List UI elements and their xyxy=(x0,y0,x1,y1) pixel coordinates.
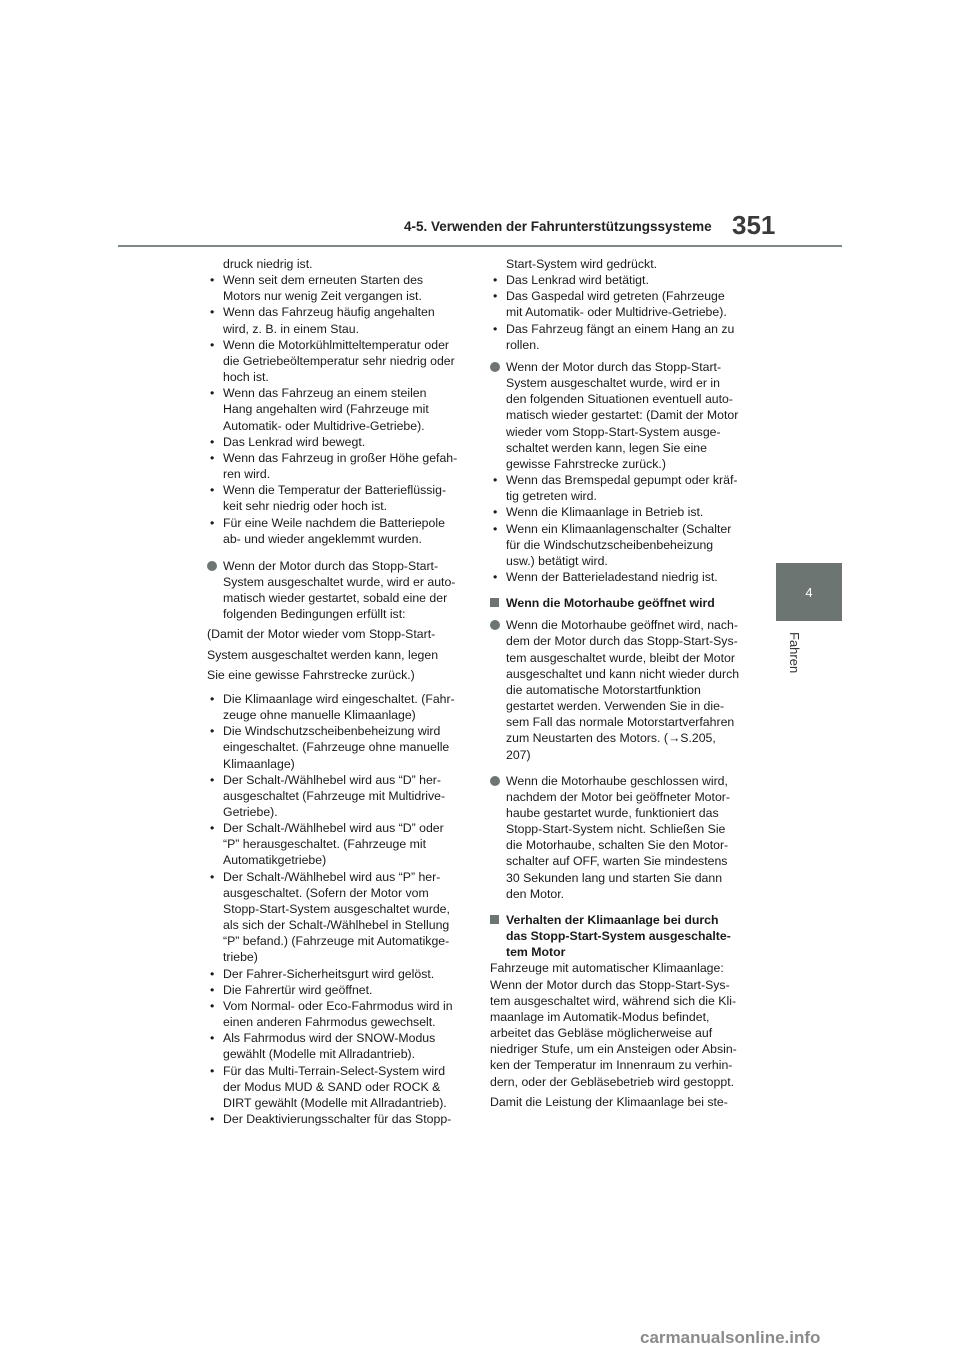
note-block xyxy=(490,617,752,762)
chapter-tab[interactable]: 4 xyxy=(776,563,842,621)
paragraph xyxy=(490,1094,752,1110)
text-line: ren wird. xyxy=(223,467,271,482)
text-line: Vom Normal- oder Eco-Fahrmodus wird in xyxy=(223,998,453,1013)
text-line: gewisse Fahrstrecke zurück.) xyxy=(506,456,666,471)
text-line: schaltet werden kann, legen Sie eine xyxy=(506,440,707,455)
circle-bullet-icon xyxy=(490,362,500,372)
text-line: den folgenden Situationen eventuell auto- xyxy=(506,392,733,407)
note-item xyxy=(207,558,469,623)
text-line: den Motor. xyxy=(506,886,565,901)
text-line: dern, oder der Gebläsebetrieb wird gestoppt. xyxy=(490,1074,735,1089)
text-line: usw.) betätigt wird. xyxy=(506,553,608,568)
text-line: Wenn die Temperatur der Batterieflüssig- xyxy=(223,483,447,498)
text-line: nachdem der Motor bei geöffneter Motor- xyxy=(506,789,730,804)
paren-note xyxy=(207,626,469,682)
text-line: Wenn die Motorhaube geöffnet wird, nach- xyxy=(506,618,738,633)
text-line: tem ausgeschaltet wurde, bleibt der Motor xyxy=(506,650,735,665)
subheading xyxy=(490,912,752,960)
text-line: 30 Sekunden lang und starten Sie dann xyxy=(506,870,723,885)
bullet-marker: • xyxy=(493,569,498,584)
text-line: Verhalten der Klimaanlage bei durch xyxy=(506,912,719,927)
text-line: tig getreten wird. xyxy=(506,489,597,504)
text-line: Wenn das Fahrzeug an einem steilen xyxy=(223,386,427,401)
bullet-marker: • xyxy=(210,386,215,401)
text-line: Wenn die Motorhaube geschlossen wird, xyxy=(506,773,728,788)
bullet-marker: • xyxy=(210,966,215,981)
bullet-item xyxy=(207,691,469,723)
left-column xyxy=(207,256,469,1127)
text-line: haube gestartet wurde, funktioniert das xyxy=(506,806,719,820)
text-line: Getriebe). xyxy=(223,805,278,819)
bullet-marker: • xyxy=(210,998,215,1013)
bullet-marker: • xyxy=(493,505,498,520)
text-line: Wenn der Motor durch das Stopp-Start-Sys- xyxy=(490,977,730,992)
text-line: Wenn das Fahrzeug häufig angehalten xyxy=(223,305,435,320)
bullet-item xyxy=(207,982,469,998)
heading-text xyxy=(490,595,752,611)
text-line: Das Lenkrad wird betätigt. xyxy=(506,273,649,288)
bullet-item xyxy=(207,723,469,771)
text-line: Automatik- oder Multidrive-Getriebe). xyxy=(223,418,425,433)
text-line: Wenn die Motorkühlmitteltemperatur oder xyxy=(223,337,450,352)
text-line: dem der Motor durch das Stopp-Start-Sys- xyxy=(506,634,738,649)
header-rule xyxy=(118,245,842,247)
bullet-marker: • xyxy=(210,1063,215,1078)
continued-line: Start-System wird gedrückt. xyxy=(506,257,658,271)
text-line: Der Deaktivierungsschalter für das Stopp- xyxy=(223,1111,452,1126)
text-line: das Stopp-Start-System ausgeschalte- xyxy=(506,929,731,944)
note-block xyxy=(490,359,752,472)
text-line: Das Gaspedal wird getreten (Fahrzeuge xyxy=(506,289,725,304)
bullet-marker: • xyxy=(210,982,215,997)
bullet-item xyxy=(207,869,469,966)
text-line: Der Schalt-/Wählhebel wird aus “P” her- xyxy=(223,869,441,884)
bullet-item xyxy=(207,515,469,547)
text-line: eingeschaltet. (Fahrzeuge ohne manuelle xyxy=(223,740,450,755)
continued-line: druck niedrig ist. xyxy=(223,257,313,271)
text-line: als sich der Schalt-/Wählhebel in Stellung xyxy=(223,918,450,933)
text-line: folgenden Bedingungen erfüllt ist: xyxy=(223,607,406,622)
text-line: gestartet werden. Verwenden Sie in die- xyxy=(506,699,725,714)
bullet-marker: • xyxy=(210,821,215,836)
bullet-item xyxy=(490,472,752,504)
text-line: Für das Multi-Terrain-Select-System wird xyxy=(223,1063,446,1078)
bullet-list xyxy=(207,691,469,1127)
text-line: Die Windschutzscheibenbeheizung wird xyxy=(223,724,441,739)
bullet-item xyxy=(207,1111,469,1127)
bullet-marker: • xyxy=(210,691,215,706)
chapter-label: Fahren xyxy=(787,632,802,674)
paragraph xyxy=(490,960,752,1089)
text-line: matisch wieder gestartet: (Damit der Motor xyxy=(506,408,739,423)
text-line: Stopp-Start-System nicht. Schließen Sie xyxy=(506,822,726,837)
text-line: Als Fahrmodus wird der SNOW-Modus xyxy=(223,1031,436,1046)
text-line: ausgeschaltet und kann nicht wieder durch xyxy=(506,666,740,681)
text-line: hoch ist. xyxy=(223,370,269,385)
text-line: Das Fahrzeug fängt an einem Hang an zu xyxy=(506,321,735,336)
bullet-marker: • xyxy=(210,273,215,288)
bullet-item xyxy=(490,504,752,520)
bullet-item xyxy=(490,521,752,569)
text-line: Die Fahrertür wird geöffnet. xyxy=(223,982,373,997)
text-line: Wenn das Bremspedal gepumpt oder kräf- xyxy=(506,473,738,488)
text-line: Der Schalt-/Wählhebel wird aus “D” her- xyxy=(223,772,441,787)
bullet-marker: • xyxy=(210,1031,215,1046)
bullet-item xyxy=(207,337,469,385)
bullet-marker: • xyxy=(210,337,215,352)
text-line: die automatische Motorstartfunktion xyxy=(506,682,701,697)
watermark: carmanualsonline.info xyxy=(640,1328,821,1347)
text-line: Wenn ein Klimaanlagenschalter (Schalter xyxy=(506,521,732,536)
bullet-item xyxy=(207,434,469,450)
text-line: wieder vom Stopp-Start-System ausge- xyxy=(506,424,721,439)
bullet-item xyxy=(490,272,752,288)
text-line: Sie eine gewisse Fahrstrecke zurück.) xyxy=(207,667,415,682)
text-line: Für eine Weile nachdem die Batteriepole xyxy=(223,515,445,530)
text-line: Wenn seit dem erneuten Starten des xyxy=(223,273,424,288)
heading-text xyxy=(490,912,752,960)
text-line: Die Klimaanlage wird eingeschaltet. (Fahr- xyxy=(223,691,455,706)
text-line: tem Motor xyxy=(506,945,566,960)
text-line: der Modus MUD & SAND oder ROCK & xyxy=(223,1079,441,1094)
bullet-marker: • xyxy=(210,772,215,787)
bullet-item xyxy=(207,1063,469,1111)
section-title: 4-5. Verwenden der Fahrunterstützungssysteme xyxy=(404,219,712,234)
bullet-item xyxy=(207,304,469,336)
text-line: “P” befand.) (Fahrzeuge mit Automatikge- xyxy=(223,934,450,949)
text-line: Fahrzeuge mit automatischer Klimaanlage: xyxy=(490,961,724,976)
text-line: mit Automatik- oder Multidrive-Getriebe). xyxy=(506,305,727,320)
text-line: zum Neustarten des Motors. (→S.205, xyxy=(506,731,716,746)
text-line: sem Fall das normale Motorstartverfahren xyxy=(506,715,735,730)
text-line: ausgeschaltet. (Sofern der Motor vom xyxy=(223,885,429,900)
right-column xyxy=(490,256,752,1110)
text-line: Wenn das Fahrzeug in großer Höhe gefah- xyxy=(223,450,458,465)
text-line: Klimaanlage) xyxy=(223,756,295,771)
bullet-item xyxy=(207,998,469,1030)
bullet-list xyxy=(207,272,469,547)
subheading xyxy=(490,595,752,611)
note-block xyxy=(207,558,469,623)
text-line: die Getriebeöltemperatur sehr niedrig oder xyxy=(223,353,455,368)
text-line: “P” herausgeschaltet. (Fahrzeuge mit xyxy=(223,837,426,852)
text-line: Automatikgetriebe) xyxy=(223,853,327,868)
circle-bullet-icon xyxy=(490,776,500,786)
bullet-marker: • xyxy=(210,450,215,465)
text-line: wird, z. B. in einem Stau. xyxy=(223,321,360,336)
bullet-marker: • xyxy=(210,1111,215,1126)
bullet-item xyxy=(207,1030,469,1062)
bullet-marker: • xyxy=(210,724,215,739)
text-line: Das Lenkrad wird bewegt. xyxy=(223,434,366,449)
text-line: maanlage im Automatik-Modus befindet, xyxy=(490,1009,710,1024)
text-line: Der Fahrer-Sicherheitsgurt wird gelöst. xyxy=(223,966,435,981)
bullet-marker: • xyxy=(493,521,498,536)
text-line: DIRT gewählt (Modelle mit Allradantrieb). xyxy=(223,1095,447,1110)
text-line: ausgeschaltet (Fahrzeuge mit Multidrive- xyxy=(223,788,446,803)
bullet-item xyxy=(207,272,469,304)
bullet-item xyxy=(207,385,469,433)
text-line: System ausgeschaltet wurde, wird er auto- xyxy=(223,574,456,589)
text-line: tem ausgeschaltet wird, während sich die Kli- xyxy=(490,993,737,1008)
bullet-marker: • xyxy=(493,473,498,488)
bullet-item xyxy=(207,820,469,868)
bullet-marker: • xyxy=(210,869,215,884)
text-line: Motors nur wenig Zeit vergangen ist. xyxy=(223,289,422,304)
bullet-item xyxy=(207,772,469,820)
bullet-marker: • xyxy=(493,321,498,336)
bullet-item xyxy=(207,450,469,482)
text-line: für die Windschutzscheibenbeheizung xyxy=(506,537,714,552)
square-bullet-icon xyxy=(490,598,499,607)
bullet-item xyxy=(490,569,752,585)
text-line: rollen. xyxy=(506,337,540,352)
bullet-item xyxy=(207,966,469,982)
text-line: einen anderen Fahrmodus gewechselt. xyxy=(223,1015,436,1030)
text-line: Hang angehalten wird (Fahrzeuge mit xyxy=(223,402,429,417)
note-item xyxy=(490,617,752,762)
text-line: ab- und wieder angeklemmt wurden. xyxy=(223,531,422,546)
text-line: Wenn der Motor durch das Stopp-Start- xyxy=(506,359,722,374)
bullet-list xyxy=(490,272,752,353)
note-item xyxy=(490,773,752,902)
text-line: System ausgeschaltet wurde, wird er in xyxy=(506,376,720,391)
text-line: matisch wieder gestartet, sobald eine der xyxy=(223,591,448,606)
text-line: zeuge ohne manuelle Klimaanlage) xyxy=(223,708,416,723)
bullet-item xyxy=(207,482,469,514)
bullet-item xyxy=(490,288,752,320)
text-line: niedriger Stufe, um ein Ansteigen oder Absin- xyxy=(490,1042,737,1057)
bullet-item xyxy=(490,321,752,353)
text-line: die Motorhaube, schalten Sie den Motor- xyxy=(506,838,729,853)
text-line: triebe) xyxy=(223,950,258,965)
bullet-marker: • xyxy=(493,289,498,304)
text-line: (Damit der Motor wieder vom Stopp-Start- xyxy=(207,627,436,642)
page-number: 351 xyxy=(732,210,776,240)
bullet-marker: • xyxy=(210,483,215,498)
text-line: schalter auf OFF, warten Sie mindestens xyxy=(506,854,728,869)
bullet-marker: • xyxy=(210,515,215,530)
bullet-marker: • xyxy=(210,305,215,320)
text-line: gewählt (Modelle mit Allradantrieb). xyxy=(223,1047,416,1062)
paragraph-body xyxy=(490,960,752,1089)
text-line: Wenn die Klimaanlage in Betrieb ist. xyxy=(506,505,704,520)
text-line: Der Schalt-/Wählhebel wird aus “D” oder xyxy=(223,821,444,836)
text-line: Wenn die Motorhaube geöffnet wird xyxy=(506,596,715,611)
bullet-marker: • xyxy=(493,273,498,288)
square-bullet-icon xyxy=(490,915,499,924)
text-line: arbeitet das Gebläse möglicherweise auf xyxy=(490,1026,713,1041)
text-line: Wenn der Batterieladestand niedrig ist. xyxy=(506,569,718,584)
note-item xyxy=(490,359,752,472)
bullet-marker: • xyxy=(210,434,215,449)
text-line: ken der Temperatur im Innenraum zu verhin- xyxy=(490,1058,733,1073)
paragraph-body xyxy=(490,1094,752,1110)
bullet-list xyxy=(490,472,752,585)
text-line: Stopp-Start-System ausgeschaltet wurde, xyxy=(223,901,450,916)
circle-bullet-icon xyxy=(207,561,217,571)
text-line: System ausgeschaltet werden kann, legen xyxy=(207,647,439,662)
text-line: keit sehr niedrig oder hoch ist. xyxy=(223,499,388,514)
text-line: Damit die Leistung der Klimaanlage bei ste- xyxy=(490,1094,728,1109)
note-block xyxy=(490,773,752,902)
circle-bullet-icon xyxy=(490,620,500,630)
text-line: 207) xyxy=(506,747,531,762)
text-line: Wenn der Motor durch das Stopp-Start- xyxy=(223,558,439,573)
